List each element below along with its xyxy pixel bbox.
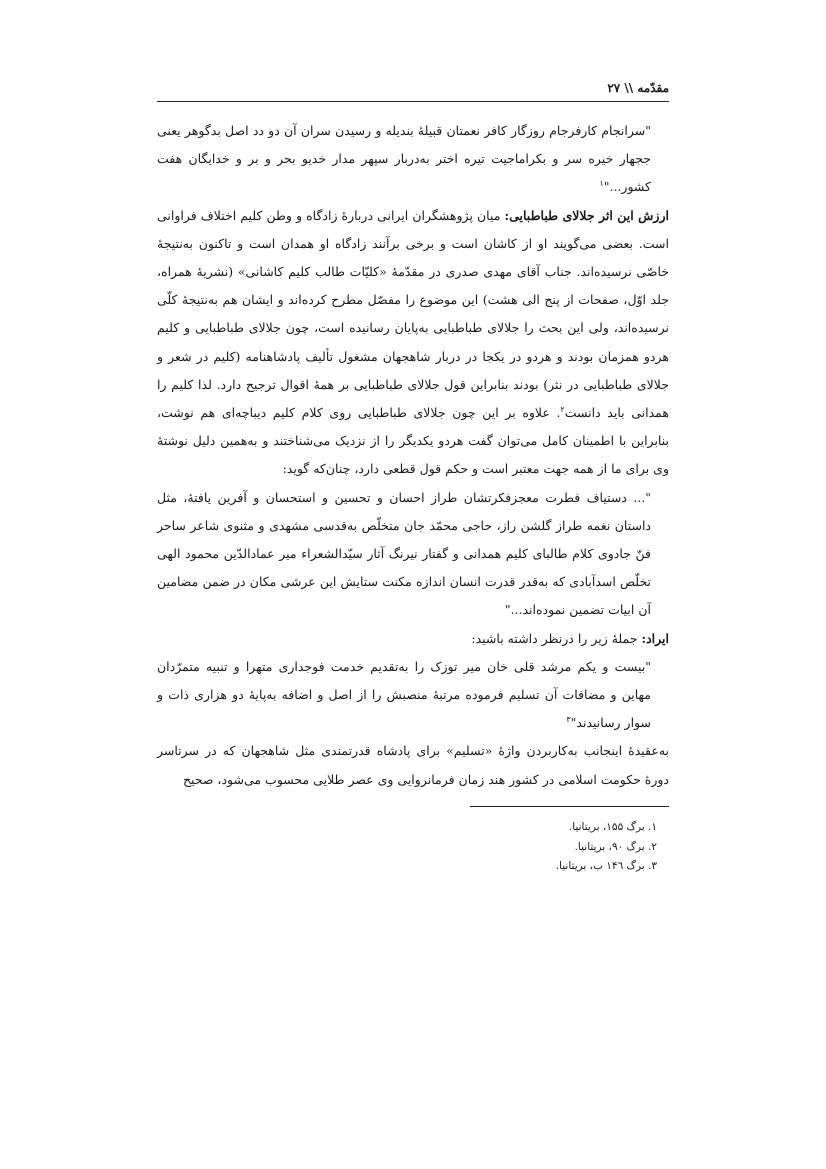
paragraph-text: . علاوه بر این چون جلالای طباطبایی روی کلام کلیم دیباچه‌ای هم نوشت، بنابراین با اطمینان کامل می‌توان گفت هردو یکدیگر را از نزدیک می‌شناختند و به‌همین دلیل نوشتهٔ وی برای ما از همه جهت معتبر است و حکم قول قطعی دارد، چنان‌که گوید: [157, 405, 669, 477]
running-header: مقدّمه \\ ۲۷ [607, 81, 669, 95]
paragraph-lead: ارزش این اثر جلالای طباطبایی: [504, 207, 669, 223]
quote-block-2 [157, 484, 669, 625]
footnotes [157, 818, 657, 877]
quote-text: "سرانجام کارفرجام روزگار کافر نعمتان قبیلهٔ بندیله و رسیدن سران آن دو دد اصل بدگوهر یعنی ججهار خیره سر و بکراماجیت تیره اختر به‌دربار سپهر مدار خدیو بحر و بر و خدایگان هفت کشور..." [157, 123, 651, 195]
paragraph [157, 625, 669, 653]
paragraph-text: جملهٔ زیر را درنظر داشته باشید: [471, 630, 642, 646]
footnote: ۳. برگ ۱۴٦ ب، بریتانیا. [555, 860, 657, 872]
footnote-marker: ۱ [599, 179, 604, 189]
footnote-marker: ۳ [566, 715, 571, 725]
header-rule [157, 101, 669, 102]
footnote: ۲. برگ ۹۰، بریتانیا. [574, 840, 657, 853]
footnote: ۱. برگ ۱۵۵، بریتانیا. [568, 821, 657, 833]
paragraph [157, 202, 669, 484]
paragraph-lead: ایراد: [641, 630, 669, 646]
quote-block-3 [157, 653, 669, 738]
footnote-marker: ۲ [560, 404, 565, 414]
footnote-rule [470, 806, 669, 807]
main-text [157, 117, 669, 794]
quote-text: "... دستیاف فطرت معجزفکرتشان طراز احسان و تحسین و استحسان و آفرین یافتهٔ، مثل داستان نغمه طراز گلشن راز، حاجی محمّد جان متخلّص به‌قدسی مشهدی و مثنوی شاعر ساحر فنّ جادوی کلام طالبای کلیم همدانی و گفتار نیرنگ آثار سیّدالشعراء میر عمادالدّین محمود الهی تخلّص اسدآبادی که به‌قدر قدرت انسان اندازه مکنت ستایش این عرشی مکان در ضمن مضامین آن ابیات تضمین نموده‌اند..." [157, 489, 651, 618]
quote-block-1 [157, 117, 669, 202]
paragraph [157, 737, 669, 793]
quote-text: "بیست و یکم مرشد قلی خان میر توزک را به‌تقدیم خدمت فوجداری متهرا و تنبیه متمرّدان مهاین و مضافات آن تسلیم فرموده مرتبهٔ منصبش را از اصل و اضافه به‌پایهٔ دو هزاری ذات و سوار رسانیدند" [157, 658, 651, 731]
paragraph-text: به‌عقیدهٔ اینجانب به‌کاربردن واژهٔ «تسلیم» برای پادشاه قدرتمندی مثل شاهجهان که در سرتاسر دورهٔ حکومت اسلامی در کشور هند زمان فرمانروایی وی عصر طلایی محسوب می‌شود، صحیح [157, 743, 669, 787]
paragraph-text: میان پژوهشگران ایرانی دربارهٔ زادگاه و وطن کلیم اختلاف فراوانی است. بعضی می‌گویند او از کاشان است و برخی برآنند زادگاه او همدان است و تاکنون به‌نتیجهٔ خاصّی نرسیده‌اند. جناب آقای مهدی صدری در مقدّمهٔ «کلیّات طالب کلیم کاشانی» (نشریهٔ همراه، جلد اوّل، صفحات از پنج الی هشت) این موضوع را مفصّل مطرح کرده‌اند و ایشان هم به‌نتیجهٔ کلّی نرسیده‌اند، ولی این بحث را جلالای طباطبایی به‌پایان رسانیده است، چون جلالای طباطبایی و کلیم هردو همزمان بودند و هردو در یکجا در دربار شاهجهان مشغول تألیف پادشاهنامه (کلیم در شعر و جلالای طباطبایی در نثر) بودند بنابراین قول جلالای طباطبایی بر همهٔ اقوال ترجیح دارد. لذا کلیم را همدانی باید دانست [157, 207, 669, 421]
